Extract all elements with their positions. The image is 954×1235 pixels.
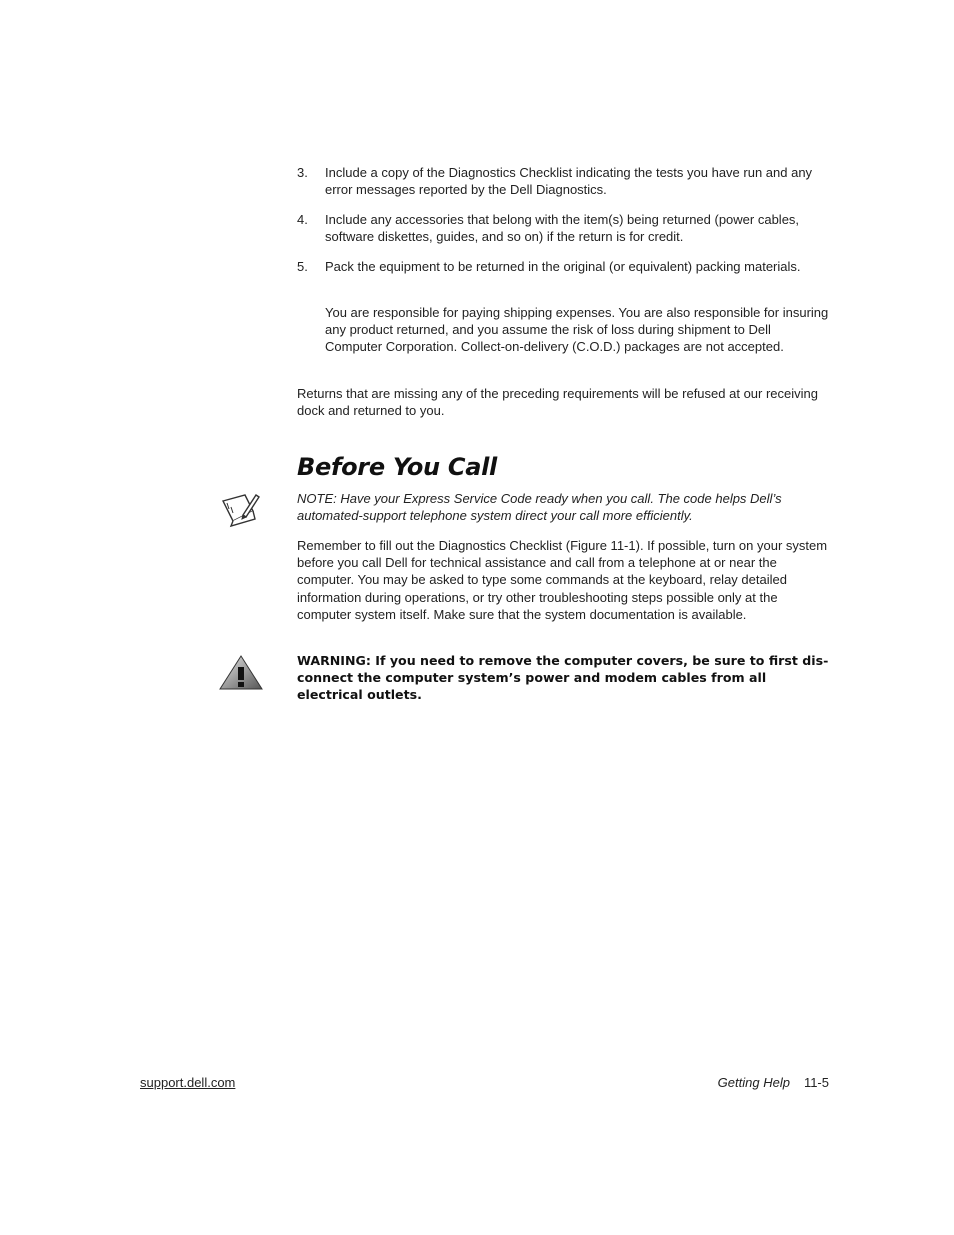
list-item-5: Pack the equipment to be returned in the original (or equivalent) packing materials. xyxy=(325,259,801,274)
footer-chapter: Getting Help xyxy=(717,1075,790,1090)
list-number-4: 4. xyxy=(297,212,308,227)
returns-paragraph: Returns that are missing any of the preceding requirements will be refused at our receiving dock and returned to you. xyxy=(297,386,818,419)
footer-page-number: 11-5 xyxy=(803,1075,829,1090)
warning-triangle-icon xyxy=(219,655,263,690)
list-number-5: 5. xyxy=(297,259,308,274)
body-paragraph: Remember to fill out the Diagnostics Checklist (Figure 11-1). If possible, turn on your system before you call Dell for technical assistance and call from a telephone at or near the computer. You may be asked to type some commands at the keyboard, relay detailed information during operations, or try other troubleshooting steps possible only at the computer system itself. Make sure that the system documentation is available. xyxy=(297,538,828,622)
list-item-3: Include a copy of the Diagnostics Checklist indicating the tests you have run and any error messages reported by the Dell Diagnostics. xyxy=(325,165,813,198)
section-title: Before You Call xyxy=(297,453,497,481)
footer-support-link[interactable]: support.dell.com xyxy=(140,1075,236,1090)
list-item-4: Include any accessories that belong with the item(s) being returned (power cables, software diskettes, guides, and so on) if the return is for credit. xyxy=(325,212,800,245)
warning-text: WARNING: If you need to remove the computer covers, be sure to first dis-connect the computer system’s power and modem cables from all electrical outlets. xyxy=(297,653,829,703)
note-pencil-icon xyxy=(221,491,261,529)
footer-page-info xyxy=(718,1074,829,1091)
list-number-3: 3. xyxy=(297,165,308,180)
note-text: NOTE: Have your Express Service Code ready when you call. The code helps Dell’s automated-support telephone system direct your call more efficiently. xyxy=(297,491,782,524)
list-item-5-note: You are responsible for paying shipping expenses. You are also responsible for insuring any product returned, and you assume the risk of loss during shipment to Dell Computer Corporation. Collect-on-delivery (C.O.D.) packages are not accepted. xyxy=(325,305,829,355)
